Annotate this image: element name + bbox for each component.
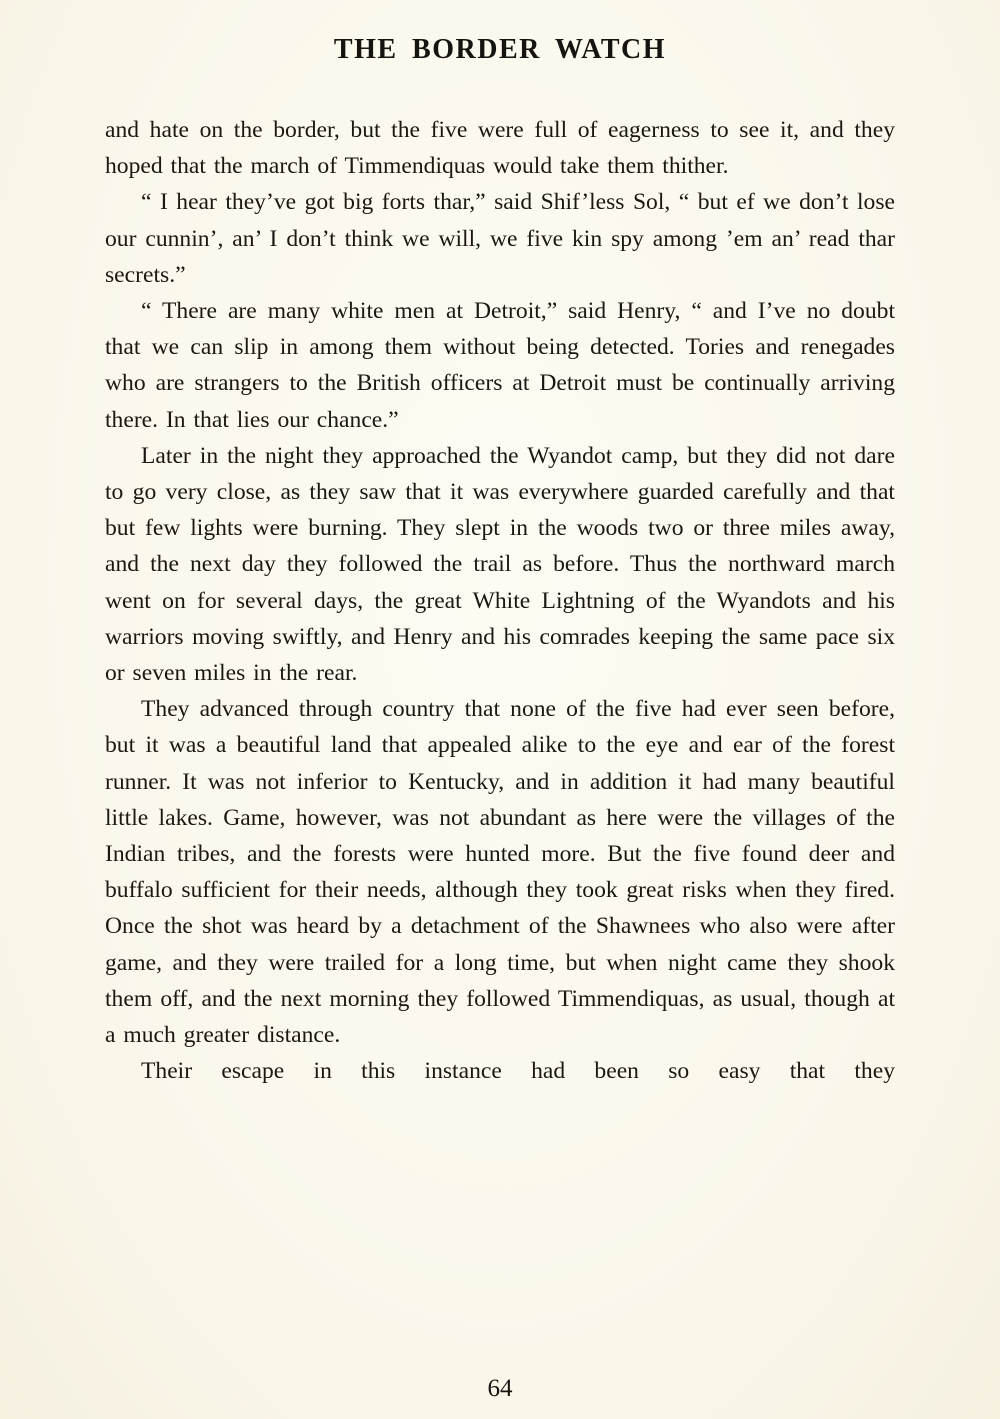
paragraph: Their escape in this instance had been so easy that they — [141, 1058, 895, 1085]
paragraph: “ I hear they’ve got big forts thar,” said Shif’less Sol, “ but ef we don’t lose our cunnin’, an’ I don’t think we will, we five kin spy among ’em an’ read thar secrets.” — [105, 189, 895, 288]
page-number: 64 — [487, 1375, 513, 1402]
page-body — [105, 112, 895, 1089]
paragraph: They advanced through country that none of the five had ever seen before, but it was a beautiful land that appealed alike to the eye and ear of the forest runner. It was not inferior to Kentucky, and in addition it had many beautiful little lakes. Game, however, was not abundant as here were the villages of the Indian tribes, and the forests were hunted more. But the five found deer and buffalo sufficient for their needs, although they took great risks when they fired. Once the shot was heard by a detachment of the Shawnees who also were after game, and they were trailed for a long time, but when night came they shook them off, and the next morning they followed Timmendiquas, as usual, though at a much greater distance. — [105, 696, 895, 1049]
running-header: THE BORDER WATCH — [333, 34, 667, 65]
paragraph: “ There are many white men at Detroit,” said Henry, “ and I’ve no doubt that we can slip in among them without being detected. Tories and renegades who are strangers to the British officers at Detroit must be continually arriving there. In that lies our chance.” — [105, 298, 895, 433]
paragraph: Later in the night they approached the Wyandot camp, but they did not dare to go very close, as they saw that it was everywhere guarded carefully and that but few lights were burning. They slept in the woods two or three miles away, and the next day they followed the trail as before. Thus the northward march went on for several days, the great White Lightning of the Wyandots and his warriors moving swiftly, and Henry and his comrades keeping the same pace six or seven miles in the rear. — [105, 442, 895, 687]
paragraph: and hate on the border, but the five were full of eagerness to see it, and they hoped that the march of Timmendiquas would take them thither. — [105, 117, 895, 180]
